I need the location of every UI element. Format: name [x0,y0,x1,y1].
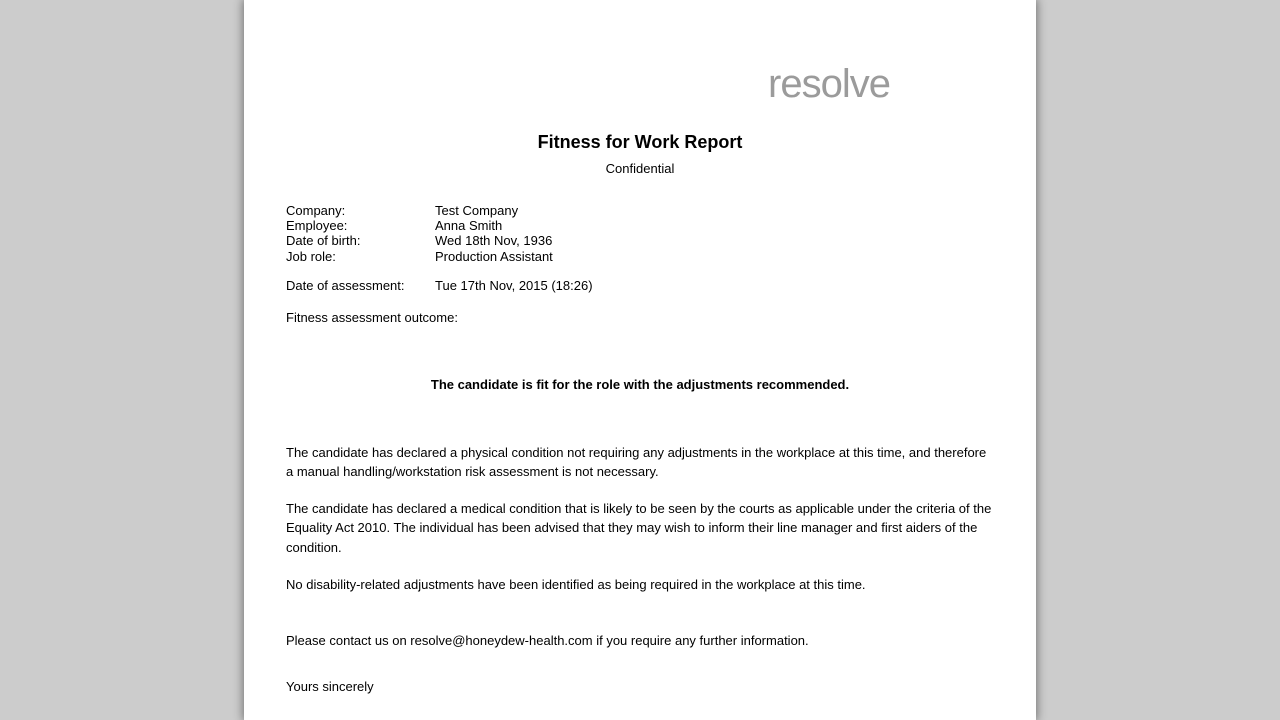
paragraph-no-adjustments: No disability-related adjustments have been identified as being required in the workplace at this time. [286,577,866,592]
detail-value: Wed 18th Nov, 1936 [435,233,553,249]
paragraph-physical-condition: The candidate has declared a physical condition not requiring any adjustments in the workplace at this time, and therefore a manual handling/workstation risk assessment is not necessary. [286,445,987,480]
detail-value: Test Company [435,203,519,218]
detail-row-job-role [286,249,994,264]
details-block [286,203,994,264]
detail-row-employee [286,218,994,233]
detail-label: Employee: [286,218,348,234]
detail-label: Date of assessment: [286,278,405,293]
contact-line: Please contact us on resolve@honeydew-health.com if you require any further information. [286,633,809,648]
outcome-statement: The candidate is fit for the role with the adjustments recommended. [430,377,850,392]
report-subtitle: Confidential [605,161,675,176]
document-page [244,0,1036,720]
logo-wordmark: resolve [768,62,890,106]
detail-label: Date of birth: [286,233,361,249]
detail-value: Anna Smith [435,218,503,234]
detail-label: Job role: [286,248,336,264]
report-title: Fitness for Work Report [537,132,743,152]
detail-row-company [286,203,994,218]
outcome-label: Fitness assessment outcome: [286,310,458,325]
detail-row-date-of-birth [286,233,994,248]
logo-plus-icon [887,37,950,115]
closing-line: Yours sincerely [286,679,374,694]
detail-value: Production Assistant [435,248,553,264]
detail-label: Company: [286,203,346,218]
paragraph-medical-condition: The candidate has declared a medical condition that is likely to be seen by the courts as applicable under the criteria of the Equality Act 2010. The individual has been advised that they may wish to inform their line manager and first aiders of the condition. [286,501,992,555]
detail-row-assessment-date [286,278,994,294]
detail-value: Tue 17th Nov, 2015 (18:26) [435,278,593,293]
